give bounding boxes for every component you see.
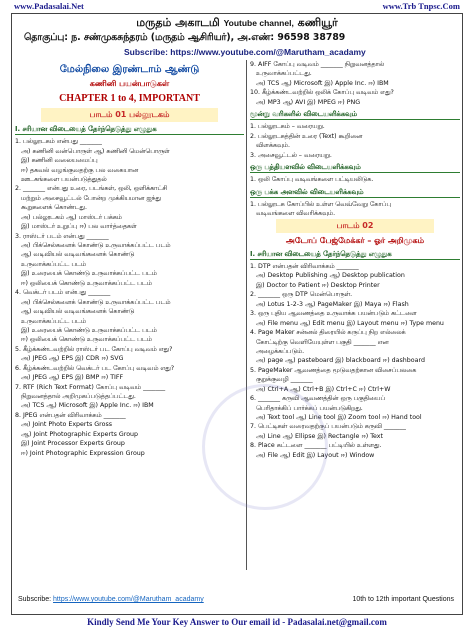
option-line: இ) மாஸ்டர் உறுப்பு ஈ) பல வார்த்தைகள் xyxy=(21,223,137,231)
question-line: 1. பல்லூடகம் என்பது _______ xyxy=(15,138,102,146)
site-header-bar xyxy=(0,0,474,12)
option-line: கூறுகளைக் கொண்டது. xyxy=(21,204,87,212)
left-questions xyxy=(15,137,244,458)
option-line: அ) File ஆ) Edit இ) Layout ஈ) Window xyxy=(256,451,375,459)
option-line: அ) கணினி வன்பொருள் ஆ) கணினி மென்பொருள் xyxy=(21,147,170,155)
question-line: 2. _______ என்பது உரை, படங்கள், ஒலி, ஒளிக்காட்சி xyxy=(15,185,168,193)
course-title: மேல்நிலை இரண்டாம் ஆண்டு xyxy=(59,64,200,75)
question-line: 1. பல்லூடகம் – வரையறு. xyxy=(250,123,325,131)
option-line: உருவாக்கப்பட்ட படம் xyxy=(21,317,87,325)
chapter-title: CHAPTER 1 to 4, IMPORTANT xyxy=(59,93,200,104)
option-line: அ) Ctrl+A ஆ) Ctrl+B இ) Ctrl+C ஈ) Ctrl+W xyxy=(256,385,391,393)
option-line: வடிவங்களை விவரிக்கவும். xyxy=(256,210,336,218)
option-line: உருவாக்கப்பட்ட படம் xyxy=(21,260,87,268)
compiler-line: தொகுப்பு: ந. சண்முகசுந்தரம் (மருதம் ஆசிரியர்), அ.எண்: 96598 38789 xyxy=(24,32,346,43)
question-line: 4. Page Maker சன்னல் திரையில் கருப்பு நிற எல்லைக் xyxy=(250,329,406,337)
option-line: அ) பல்லூடகம் ஆ) மாஸ்டர் பக்கம் xyxy=(21,213,122,221)
left-column xyxy=(15,60,244,458)
option-line: அ) JPEG ஆ) EPS இ) BMP ஈ) TIFF xyxy=(21,374,124,382)
section-heading: ஒரு பத்தியளவில் விடையளிக்கவும் xyxy=(250,162,460,173)
option-line: இ) Doctor to Patient ஈ) Desktop Printer xyxy=(256,281,380,289)
academy-name: மருதம் அகாடமி xyxy=(136,16,220,29)
question-line: 6. கீழ்க்கண்டவற்றில் வெக்டர் பட கோப்பு வடிவம் எது? xyxy=(15,364,175,372)
lesson-title: பாடம் 01 பல்லூடகம் xyxy=(41,108,218,122)
question-line: 4. வெக்டர் படம் என்பது _______ xyxy=(15,289,111,297)
question-line: 1. ஒலி கோப்பு வடிவங்களை பட்டியலிடுக. xyxy=(250,176,374,184)
watermark-seal xyxy=(202,384,328,510)
question-line: 2. _______ ஒரு DTP மென்பொருள். xyxy=(250,291,353,299)
option-line: ஈ) ஒலியைக் கொண்டு உருவாக்கப்பட்ட படம் xyxy=(21,336,152,344)
option-line: அ) Text tool ஆ) Line tool இ) Zoom tool ஈ) Hand tool xyxy=(256,414,422,421)
option-line: மற்றும் அசைவூட்டல் போன்ற முக்கியமான ஐந்து xyxy=(21,194,161,202)
section-heading: மூன்று வரிகளில் விடையளிக்கவும் xyxy=(250,109,460,120)
document-page xyxy=(11,13,463,615)
option-line: இ) உரையைக் கொண்டு உருவாக்கப்பட்ட படம் xyxy=(21,326,157,334)
option-line: அ) Joint Photo Experts Gross xyxy=(21,421,113,429)
option-line: அ) TCS ஆ) Microsoft இ) Apple Inc. ஈ) IBM xyxy=(256,79,389,87)
option-line: அ) Line ஆ) Ellipse இ) Rectangle ஈ) Text xyxy=(256,432,383,440)
lesson-title: பாடம் 02 xyxy=(276,219,434,233)
option-line: ஆ) Joint Photographic Experts Group xyxy=(21,430,139,438)
option-line: நிறுவனத்தால் அறிமுகப்படுத்தப்பட்டது. xyxy=(21,393,136,400)
lesson-subtitle: அடோப் பேஜ்மேக்கர் – ஓர் அறிமுகம் xyxy=(285,235,425,245)
question-line: 9. AIFF கோப்பு வடிவம் _______ நிறுவனத்தால் xyxy=(250,61,385,68)
academy-place: கணியூர் xyxy=(297,16,338,29)
email-footer: Kindly Send Me Your Key Answer to Our email id - Padasalai.net@gmail.com xyxy=(87,617,387,627)
option-line: அ) பிக்செல்களைக் கொண்டு உருவாக்கப்பட்ட படம் xyxy=(21,242,171,249)
question-line: 5. கீழ்க்கண்டவற்றில் ராஸ்டர் பட கோப்பு வடிவம் எது? xyxy=(15,345,173,353)
option-line: இ) கணினி வலையமைப்பு xyxy=(21,157,98,165)
question-line: 8. JPEG என்பதன் விரிவாக்கம் _______ xyxy=(15,411,126,419)
subscribe-header[interactable]: Subscribe: https://www.youtube.com/@Marutham_acadamy xyxy=(124,47,366,57)
option-line: அ) JPEG ஆ) EPS இ) CDR ஈ) SVG xyxy=(21,355,124,363)
site-left-link[interactable]: www.Padasalai.Net xyxy=(14,1,84,11)
subject-title: கணினி பயன்பாடுகள் xyxy=(89,79,170,88)
question-line: 3. ஒரு புதிய ஆவணத்தை உருவாக்க பயன்படும் கட்டளை xyxy=(250,310,417,318)
question-line: 10. கீழ்க்கண்டவற்றில் ஒலிக் கோப்பு வடிவம் எது? xyxy=(250,89,394,97)
footer-subscribe-link[interactable]: https://www.youtube.com/@Marutham_acadamy xyxy=(53,596,204,603)
footer-subscribe-label: Subscribe: xyxy=(18,596,52,603)
option-line: இ) Joint Processor Experts Group xyxy=(21,440,125,448)
section-heading: ஒரு பக்க அளவில் விடையளிக்கவும் xyxy=(250,187,460,198)
question-line: 3. அசைவூட்டல் – வரையறு. xyxy=(250,151,332,159)
academy-title xyxy=(12,16,462,31)
question-line: 2. பல்லூடகத்தின் உரை (Text) கூறினை xyxy=(250,132,363,140)
option-line: இ) உரையைக் கொண்டு உருவாக்கப்பட்ட படம் xyxy=(21,270,157,278)
option-line: அ) பிக்செல்களைக் கொண்டு உருவாக்கப்பட்ட படம் xyxy=(21,298,171,306)
question-line: 5. PageMaker ஆவணத்தை மூடுவதற்கான விசைப்பலகை xyxy=(250,366,417,374)
question-line: 7. பெட்டிகள் வரைவதற்குப் பயன்படும் கருவி _______ xyxy=(250,423,406,431)
question-line: 1. பல்லூடக கோப்பில் உள்ள வெவ்வேறு கோப்பு xyxy=(250,200,392,208)
option-line: உருவாக்கப்பட்டது. xyxy=(256,70,312,78)
section-heading: I. சரியான விடையைத் தேர்ந்தெடுத்து எழுதுக xyxy=(250,249,460,260)
question-line: 1. DTP என்பதன் விரிவாக்கம் _______ xyxy=(250,263,359,270)
option-line: ஈ) ஒலியைக் கொண்டு உருவாக்கப்பட்ட படம் xyxy=(21,279,152,287)
channel-label: Youtube channel, xyxy=(223,18,294,28)
footer-subscribe xyxy=(18,596,204,603)
question-line: 7. RTF (Rich Text Format) கோப்பு வடிவம் _______ xyxy=(15,383,166,391)
option-line: பெரிதாக்கிப் பார்க்கப் பயன்படுகிறது. xyxy=(256,404,363,412)
question-line: 6. _______ கருவி ஆவணத்தின் ஒரு பகுதியைப் xyxy=(250,395,386,403)
option-line: ஊடகங்களை பயன்படுத்துதல் xyxy=(21,175,107,183)
option-line: ஈ) Joint Photographic Expression Group xyxy=(21,449,145,457)
footer-note: 10th to 12th important Questions xyxy=(352,596,454,603)
option-line: அ) MP3 ஆ) AVI இ) MPEG ஈ) PNG xyxy=(256,98,361,106)
option-line: அ) File menu ஆ) Edit menu இ) Layout menu ஈ) Type menu xyxy=(256,319,444,327)
option-line: கோட்டிற்கு வெளியேயுள்ள பகுதி _______ என xyxy=(256,338,389,346)
option-line: ஆ) வடிவியல் வடிவங்களைக் கொண்டு xyxy=(21,251,135,259)
option-line: அழைக்கப்படும். xyxy=(256,347,305,355)
site-right-link[interactable]: www.Trb Tnpsc.Com xyxy=(382,1,460,11)
option-line: அ) Lotus 1-2-3 ஆ) PageMaker இ) Maya ஈ) Flash xyxy=(256,300,409,308)
option-line: குறுக்குவழி _______ xyxy=(256,376,313,384)
option-line: ஆ) வடிவியல் வடிவங்களைக் கொண்டு xyxy=(21,308,135,316)
option-line: அ) Desktop Publishing ஆ) Desktop publication xyxy=(256,272,405,280)
question-line: 3. ராஸ்டர் படம் என்பது _______ xyxy=(15,232,109,240)
option-line: விளக்கவும். xyxy=(256,142,290,150)
option-line: அ) TCS ஆ) Microsoft இ) Apple Inc. ஈ) IBM xyxy=(21,402,154,410)
option-line: ஈ) தகவல் வழங்குவதற்கு பல வகையான xyxy=(21,166,139,174)
option-line: அ) page ஆ) pasteboard இ) blackboard ஈ) dashboard xyxy=(256,357,425,365)
section-heading: I. சரியான விடையைத் தேர்ந்தெடுத்து எழுதுக xyxy=(15,124,244,135)
question-line: 8. Place கட்டளை _______ பட்டியில் உள்ளது. xyxy=(250,442,382,450)
